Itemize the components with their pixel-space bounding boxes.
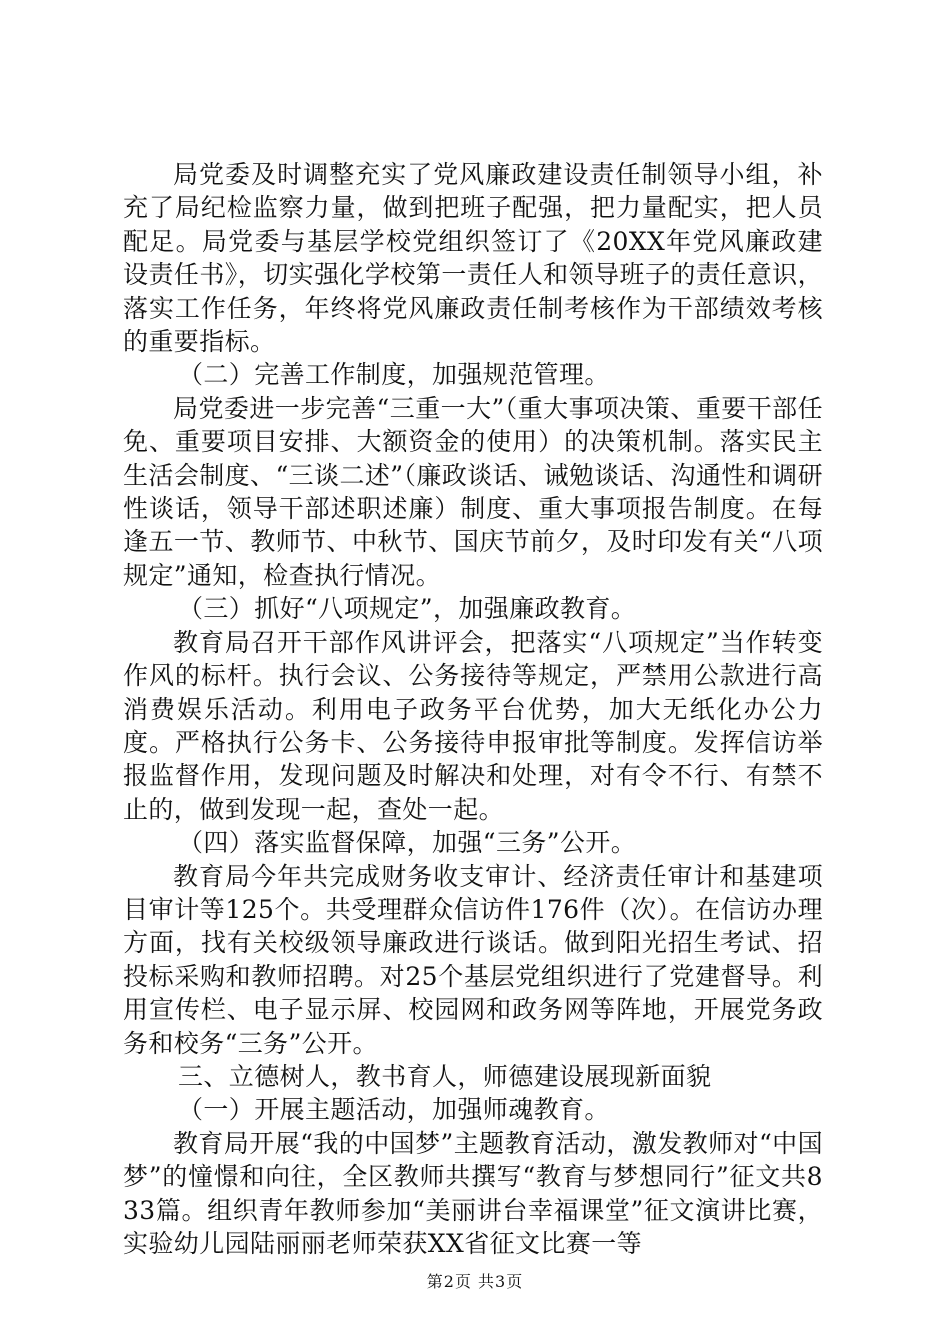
document-body bbox=[123, 158, 823, 1260]
subheading-work-system: （二）完善工作制度，加强规范管理。 bbox=[178, 360, 610, 390]
subheading-eight-rules: （三）抓好“八项规定”，加强廉政教育。 bbox=[178, 594, 637, 624]
paragraph-china-dream: 教育局开展“我的中国梦”主题教育活动，激发教师对“中国梦”的憧憬和向往，全区教师共撰写“教育与梦想同行”征文共833篇。组织青年教师参加“美丽讲台幸福课堂”征文演讲比赛，实验幼儿园陆丽丽老师荣获XX省征文比赛一等 bbox=[123, 1128, 823, 1258]
subheading-supervision: （四）落实监督保障，加强“三务”公开。 bbox=[178, 828, 637, 858]
paragraph-work-style: 教育局召开干部作风讲评会，把落实“八项规定”当作转变作风的标杆。执行会议、公务接待等规定，严禁用公款进行高消费娱乐活动。利用电子政务平台优势，加大无纸化办公力度。严格执行公务卡、公务接待申报审批等制度。发挥信访举报监督作用，发现问题及时解决和处理，对有令不行、有禁不止的，做到发现一起，查处一起。 bbox=[123, 627, 823, 824]
page-number: 第2页 共3页 bbox=[426, 1272, 524, 1291]
paragraph-responsibility-system: 局党委及时调整充实了党风廉政建设责任制领导小组，补充了局纪检监察力量，做到把班子配强，把力量配实，把人员配足。局党委与基层学校党组织签订了《20XX年党风廉政建设责任书》，切实强化学校第一责任人和领导班子的责任意识，落实工作任务，年终将党风廉政责任制考核作为干部绩效考核的重要指标。 bbox=[123, 160, 823, 357]
subheading-theme-activities: （一）开展主题活动，加强师魂教育。 bbox=[178, 1095, 610, 1125]
paragraph-decision-mechanism: 局党委进一步完善“三重一大”（重大事项决策、重要干部任免、重要项目安排、大额资金的使用）的决策机制。落实民主生活会制度、“三谈二述”（廉政谈话、诫勉谈话、沟通性和调研性谈话，领导干部述职述廉）制度、重大事项报告制度。在每逢五一节、教师节、中秋节、国庆节前夕，及时印发有关“八项规定”通知，检查执行情况。 bbox=[123, 393, 823, 590]
paragraph-audit-results: 教育局今年共完成财务收支审计、经济责任审计和基建项目审计等125个。共受理群众信访件176件（次）。在信访办理方面，找有关校级领导廉政进行谈话。做到阳光招生考试、招投标采购和教师招聘。对25个基层党组织进行了党建督导。利用宣传栏、电子显示屏、校园网和政务网等阵地，开展党务政务和校务“三务”公开。 bbox=[123, 861, 823, 1058]
section-heading-teacher-ethics: 三、立德树人，教书育人，师德建设展现新面貌 bbox=[178, 1061, 712, 1091]
page-footer bbox=[0, 1272, 950, 1292]
